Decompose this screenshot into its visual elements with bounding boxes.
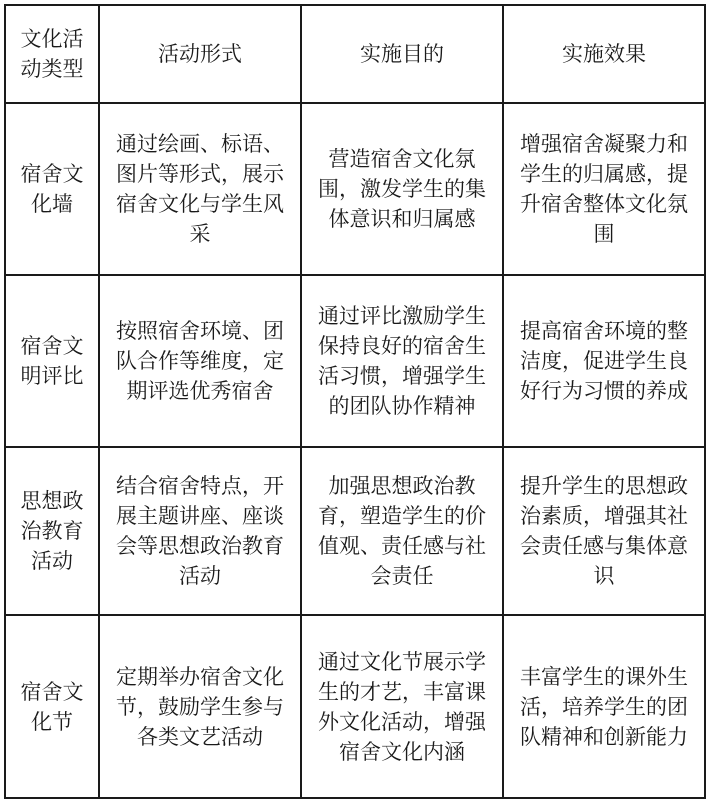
culture-activity-table (4, 4, 706, 799)
cell-purpose: 营造宿舍文化氛围，激发学生的集体意识和归属感 (301, 103, 503, 275)
cell-activity-form: 定期举办宿舍文化节，鼓励学生参与各类文艺活动 (99, 615, 301, 798)
cell-activity-form: 结合宿舍特点，开展主题讲座、座谈会等思想政治教育活动 (99, 447, 301, 615)
cell-activity-form: 按照宿舍环境、团队合作等维度，定期评选优秀宿舍 (99, 275, 301, 447)
header-purpose: 实施目的 (301, 5, 503, 103)
cell-activity-type: 宿舍文化节 (5, 615, 99, 798)
header-effect: 实施效果 (503, 5, 705, 103)
cell-effect: 丰富学生的课外生活，培养学生的团队精神和创新能力 (503, 615, 705, 798)
table-header-row (5, 5, 705, 103)
table-row (5, 447, 705, 615)
cell-activity-type: 宿舍文化墙 (5, 103, 99, 275)
cell-activity-form: 通过绘画、标语、图片等形式，展示宿舍文化与学生风采 (99, 103, 301, 275)
table-row (5, 103, 705, 275)
cell-effect: 提高宿舍环境的整洁度，促进学生良好行为习惯的养成 (503, 275, 705, 447)
cell-activity-type: 宿舍文明评比 (5, 275, 99, 447)
cell-purpose: 通过评比激励学生保持良好的宿舍生活习惯，增强学生的团队协作精神 (301, 275, 503, 447)
table-row (5, 275, 705, 447)
header-activity-form: 活动形式 (99, 5, 301, 103)
cell-effect: 增强宿舍凝聚力和学生的归属感，提升宿舍整体文化氛围 (503, 103, 705, 275)
cell-effect: 提升学生的思想政治素质，增强其社会责任感与集体意识 (503, 447, 705, 615)
header-activity-type: 文化活动类型 (5, 5, 99, 103)
cell-purpose: 通过文化节展示学生的才艺，丰富课外文化活动，增强宿舍文化内涵 (301, 615, 503, 798)
cell-purpose: 加强思想政治教育，塑造学生的价值观、责任感与社会责任 (301, 447, 503, 615)
table-row (5, 615, 705, 798)
cell-activity-type: 思想政治教育活动 (5, 447, 99, 615)
